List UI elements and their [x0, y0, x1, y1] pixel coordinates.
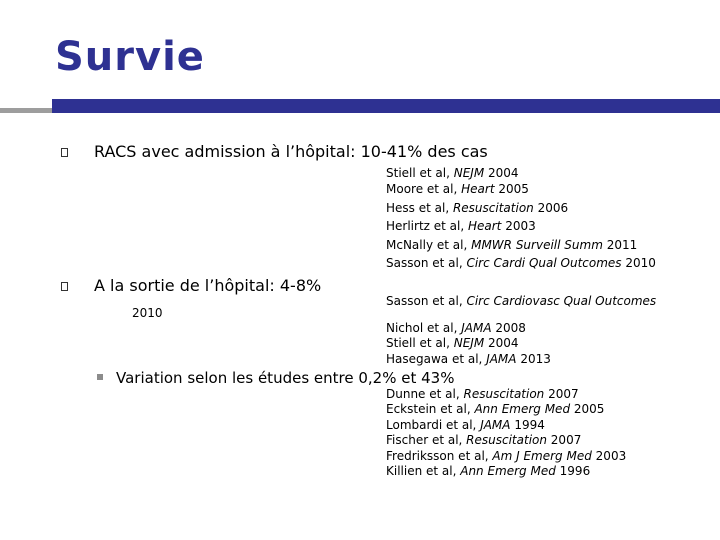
year-fragment: 2010	[132, 306, 163, 320]
reference-item: Nichol et al, JAMA 2008	[386, 321, 526, 335]
reference-item: Stiell et al, NEJM 2004	[386, 166, 519, 180]
square-bullet-icon	[97, 374, 103, 380]
reference-item: Fredriksson et al, Am J Emerg Med 2003	[386, 449, 627, 463]
slide-title: Survie	[55, 34, 205, 80]
reference-item: Sasson et al, Circ Cardiovasc Qual Outcomes	[386, 294, 657, 308]
bullet-box-icon	[61, 148, 68, 157]
reference-item: Dunne et al, Resuscitation 2007	[386, 387, 579, 401]
reference-item: Hasegawa et al, JAMA 2013	[386, 352, 551, 366]
bullet-admission: RACS avec admission à l’hôpital: 10-41% des cas	[94, 142, 488, 161]
reference-item: Sasson et al, Circ Cardi Qual Outcomes 2010	[386, 256, 656, 270]
reference-item: Killien et al, Ann Emerg Med 1996	[386, 464, 591, 478]
reference-item: Moore et al, Heart 2005	[386, 182, 529, 196]
reference-item: McNally et al, MMWR Surveill Summ 2011	[386, 238, 638, 252]
reference-item: Eckstein et al, Ann Emerg Med 2005	[386, 402, 605, 416]
reference-item: Fischer et al, Resuscitation 2007	[386, 433, 582, 447]
reference-item: Lombardi et al, JAMA 1994	[386, 418, 545, 432]
sub-bullet-variation: Variation selon les études entre 0,2% et 43%	[116, 369, 455, 387]
bullet-discharge: A la sortie de l’hôpital: 4-8%	[94, 276, 322, 295]
reference-item: Herlirtz et al, Heart 2003	[386, 219, 536, 233]
reference-item: Stiell et al, NEJM 2004	[386, 336, 519, 350]
reference-item: Hess et al, Resuscitation 2006	[386, 201, 569, 215]
bullet-box-icon	[61, 282, 68, 291]
title-underline-accent	[0, 108, 52, 113]
title-underline-bar	[52, 99, 720, 113]
